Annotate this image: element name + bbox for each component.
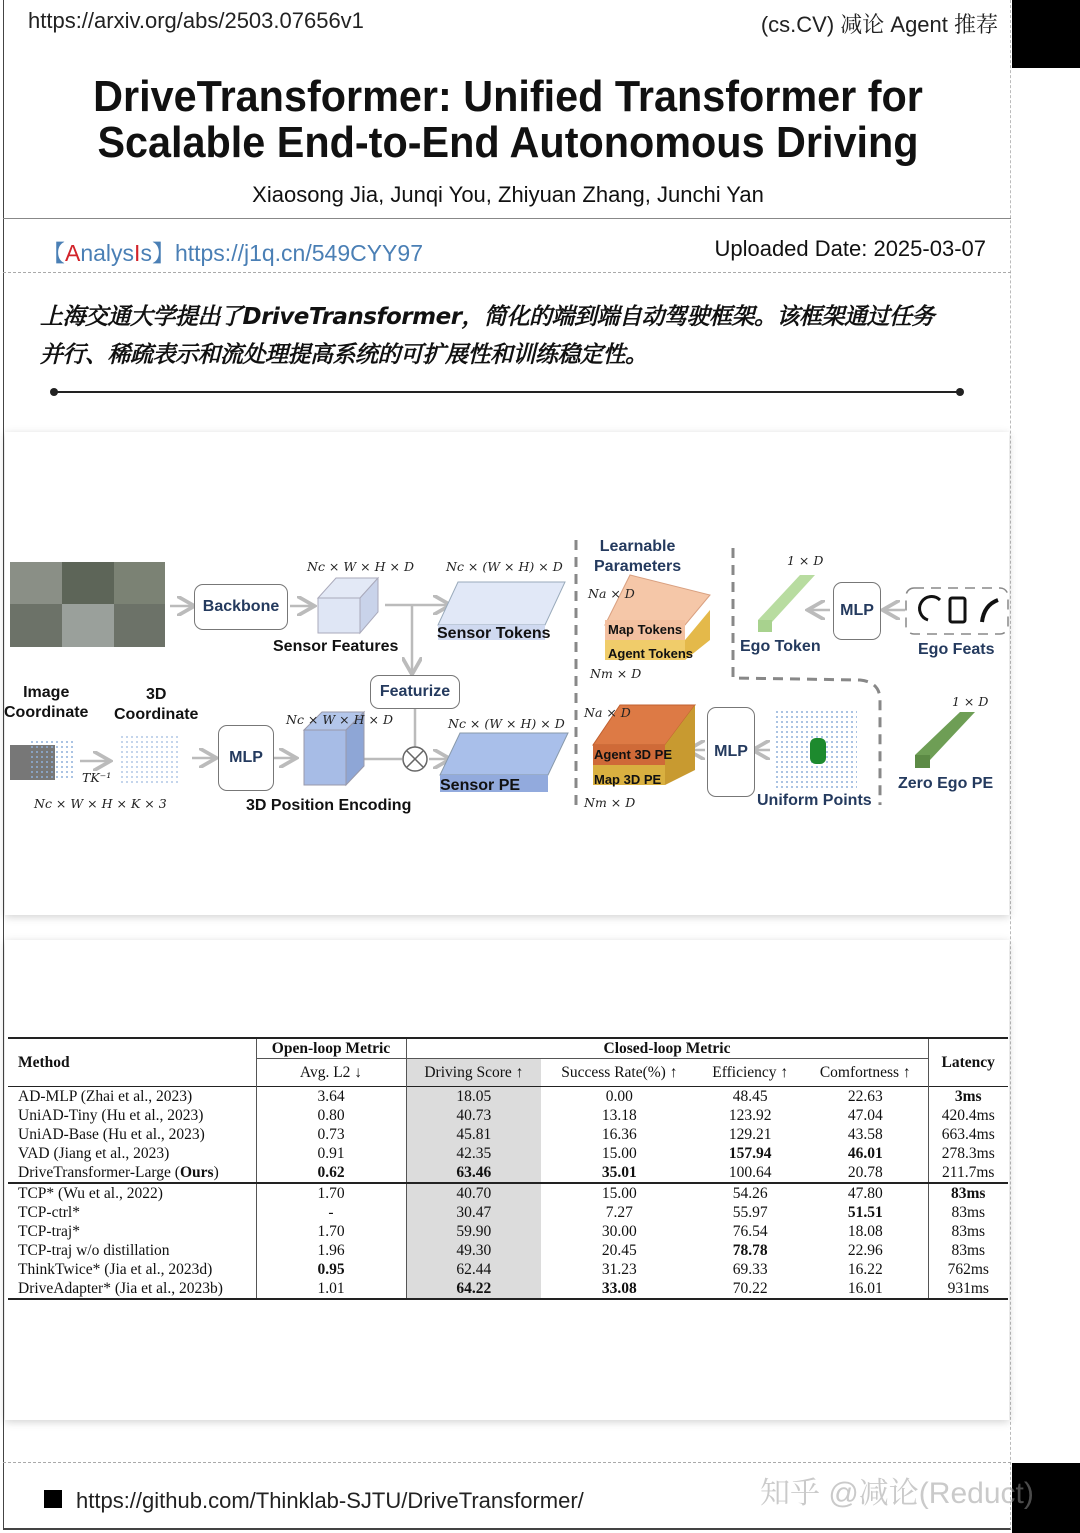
value-cell: 47.80 (803, 1183, 928, 1203)
value-cell: 13.18 (601, 1107, 637, 1124)
value-cell: 40.73 (406, 1106, 541, 1125)
value-cell: 762ms (928, 1260, 1008, 1279)
value-cell: 15.00 (601, 1145, 637, 1162)
value-cell: 129.21 (728, 1126, 772, 1143)
title-line-2: Scalable End-to-End Autonomous Driving (97, 118, 919, 167)
value-cell: 48.45 (697, 1087, 803, 1107)
subheader: Success Rate(%) ↑ (561, 1064, 678, 1081)
value-cell: 69.33 (732, 1261, 768, 1278)
bullet-square-icon (44, 1490, 62, 1508)
value-cell: 42.35 (406, 1144, 541, 1163)
method-cell: UniAD-Base (Hu et al., 2023) (18, 1126, 205, 1143)
3d-coordinate-label: 3D Coordinate (114, 686, 199, 723)
dim-label: 1 × D (952, 694, 989, 709)
value-cell: 83ms (928, 1241, 1008, 1260)
authors: Xiaosong Jia, Junqi You, Zhiyuan Zhang, Junchi Yan (252, 182, 764, 207)
value-cell: 100.64 (728, 1164, 772, 1181)
value-cell: 18.05 (406, 1087, 541, 1107)
value-cell: 43.58 (847, 1126, 883, 1143)
method-cell: AD-MLP (Zhai et al., 2023) (8, 1087, 256, 1107)
value-cell: 15.00 (541, 1183, 697, 1203)
zero-ego-pe-bar (915, 712, 975, 768)
value-cell: 47.04 (847, 1107, 883, 1124)
value-cell: 157.94 (728, 1145, 772, 1162)
header-latency: Latency (928, 1038, 1008, 1087)
value-cell: 0.62 (256, 1163, 406, 1183)
value-cell: 20.78 (847, 1164, 883, 1181)
value-cell: 278.3ms (928, 1144, 1008, 1163)
image-coordinate-label: Image Coordinate (4, 684, 89, 721)
value-cell: 663.4ms (928, 1125, 1008, 1144)
value-cell: 40.70 (406, 1183, 541, 1203)
summary: 上海交通大学提出了DriveTransformer，简化的端到端自动驾驶框架。该框架通过任务 并行、稀疏表示和流处理提高系统的可扩展性和训练稳定性。 (40, 304, 935, 368)
value-cell: 62.44 (406, 1260, 541, 1279)
sensor-tokens-label: Sensor Tokens (437, 625, 551, 642)
zero-ego-pe-label: Zero Ego PE (898, 775, 994, 792)
table-row (8, 1087, 1008, 1107)
value-cell: 123.92 (728, 1107, 772, 1124)
agent-3d-pe-label: Agent 3D PE (594, 747, 673, 762)
value-cell: 30.47 (406, 1203, 541, 1222)
table-row (8, 1241, 1008, 1260)
agent-tokens-label: Agent Tokens (608, 646, 693, 661)
value-cell: 22.63 (803, 1087, 928, 1107)
value-cell: 420.4ms (928, 1106, 1008, 1125)
header-method: Method (18, 1054, 70, 1071)
value-cell: 0.73 (256, 1125, 406, 1144)
dim-label: Nc × (W × H) × D (446, 559, 563, 574)
value-cell: 54.26 (697, 1183, 803, 1203)
uploaded-date: Uploaded Date: 2025-03-07 (714, 236, 986, 261)
header-closed-loop: Closed-loop Metric (406, 1038, 928, 1059)
map-3d-pe-label: Map 3D PE (594, 772, 662, 787)
method-cell: TCP-traj* (18, 1223, 80, 1240)
dim-label: Nc × W × H × K × 3 (34, 796, 167, 811)
value-cell: 1.96 (256, 1241, 406, 1260)
value-cell: 0.80 (256, 1106, 406, 1125)
value-cell: 83ms (928, 1183, 1008, 1203)
value-cell: 45.81 (406, 1125, 541, 1144)
ego-token-label: Ego Token (740, 638, 821, 655)
ego-feats-icons (920, 597, 998, 622)
value-cell: 16.36 (601, 1126, 637, 1143)
method-cell: TCP-traj w/o distillation (18, 1242, 170, 1259)
value-cell: 59.90 (406, 1222, 541, 1241)
value-cell: 35.01 (601, 1164, 637, 1181)
value-cell: 70.22 (732, 1280, 768, 1297)
value-cell: 78.78 (732, 1242, 768, 1259)
value-cell: 7.27 (605, 1204, 633, 1221)
value-cell: 31.23 (601, 1261, 637, 1278)
dim-label: Nm × D (584, 795, 636, 810)
value-cell: 1.70 (256, 1183, 406, 1203)
value-cell: 51.51 (847, 1204, 883, 1221)
value-cell: 30.00 (601, 1223, 637, 1240)
subheader: Comfortness ↑ (819, 1064, 911, 1081)
value-cell: 0.95 (256, 1260, 406, 1279)
dim-label: Na × D (588, 586, 635, 601)
table-row (8, 1163, 1008, 1183)
value-cell: 55.97 (732, 1204, 768, 1221)
results-table (8, 1037, 1008, 1300)
arxiv-link[interactable]: https://arxiv.org/abs/2503.07656v1 (28, 8, 364, 33)
position-encoding-label: 3D Position Encoding (246, 797, 412, 814)
method-cell: DriveTransformer-Large (Ours) (18, 1164, 219, 1181)
dim-label: Nc × W × H × D (286, 712, 393, 727)
category-label: (cs.CV) 减论 Agent 推荐 (760, 12, 998, 37)
table-row (8, 1222, 1008, 1241)
method-cell: TCP-ctrl* (18, 1204, 80, 1221)
value-cell: 0.91 (256, 1144, 406, 1163)
value-cell: 16.01 (847, 1280, 883, 1297)
divider (3, 1462, 1011, 1463)
uniform-points-label: Uniform Points (757, 792, 872, 809)
value-cell: 20.45 (601, 1242, 637, 1259)
sensor-pe-label: Sensor PE (440, 777, 521, 794)
subheader: Driving Score ↑ (406, 1059, 541, 1087)
value-cell: 1.70 (256, 1222, 406, 1241)
method-cell: ThinkTwice* (Jia et al., 2023d) (18, 1261, 213, 1278)
sensor-features-label: Sensor Features (273, 638, 399, 655)
table-row (8, 1106, 1008, 1125)
sensor-feature-cube (318, 578, 378, 633)
dim-label: Nc × (W × H) × D (448, 716, 565, 731)
subheader: Avg. L2 ↓ (256, 1059, 406, 1087)
mlp-box: MLP (833, 582, 881, 640)
table-row (8, 1125, 1008, 1144)
dim-label: 1 × D (787, 553, 824, 568)
subheader: Efficiency ↑ (712, 1064, 789, 1081)
value-cell: 64.22 (406, 1279, 541, 1299)
value-cell: 1.01 (256, 1279, 406, 1299)
value-cell: 931ms (928, 1279, 1008, 1299)
learnable-params-label: Learnable Parameters (594, 538, 682, 575)
table-row (8, 1279, 1008, 1299)
method-cell: TCP* (Wu et al., 2022) (8, 1183, 256, 1203)
camera-images (10, 562, 165, 647)
method-cell: VAD (Jiang et al., 2023) (18, 1145, 170, 1162)
value-cell: 3.64 (256, 1087, 406, 1107)
ego-token-bar (758, 575, 815, 632)
map-tokens-label: Map Tokens (608, 622, 683, 637)
backbone-box: Backbone (194, 584, 288, 630)
value-cell: 22.96 (847, 1242, 883, 1259)
header-open-loop: Open-loop Metric (256, 1038, 406, 1059)
value-cell: 211.7ms (928, 1163, 1008, 1183)
dim-label: Nc × W × H × D (307, 559, 414, 574)
watermark: 知乎 @减论(Reduct) (760, 1477, 1034, 1510)
car-icon (810, 738, 826, 764)
method-cell: UniAD-Tiny (Hu et al., 2023) (18, 1107, 204, 1124)
value-cell: 76.54 (732, 1223, 768, 1240)
ego-feats-label: Ego Feats (918, 641, 995, 658)
table-row (8, 1183, 1008, 1203)
github-link[interactable]: https://github.com/Thinklab-SJTU/DriveTransformer/ (76, 1488, 584, 1513)
featurize-box: Featurize (370, 675, 460, 709)
table-row (8, 1203, 1008, 1222)
title-line-1: DriveTransformer: Unified Transformer for (93, 72, 923, 121)
value-cell: - (256, 1203, 406, 1222)
analysis-link[interactable]: 【AnalysIs】https://j1q.cn/549CYY97 (42, 240, 423, 266)
value-cell: 0.00 (541, 1087, 697, 1107)
value-cell: 33.08 (601, 1280, 637, 1297)
dim-label: Na × D (584, 705, 631, 720)
value-cell: 3ms (928, 1087, 1008, 1107)
mlp-box: MLP (707, 707, 755, 797)
value-cell: 16.22 (847, 1261, 883, 1278)
mlp-box: MLP (218, 725, 274, 791)
table-row (8, 1144, 1008, 1163)
value-cell: 83ms (928, 1222, 1008, 1241)
dim-label: Nm × D (590, 666, 642, 681)
tk-inverse-label: TK⁻¹ (82, 770, 112, 785)
value-cell: 18.08 (847, 1223, 883, 1240)
method-cell: DriveAdapter* (Jia et al., 2023b) (18, 1280, 223, 1297)
value-cell: 83ms (928, 1203, 1008, 1222)
value-cell: 46.01 (847, 1145, 883, 1162)
table-row (8, 1260, 1008, 1279)
value-cell: 63.46 (406, 1163, 541, 1183)
value-cell: 49.30 (406, 1241, 541, 1260)
